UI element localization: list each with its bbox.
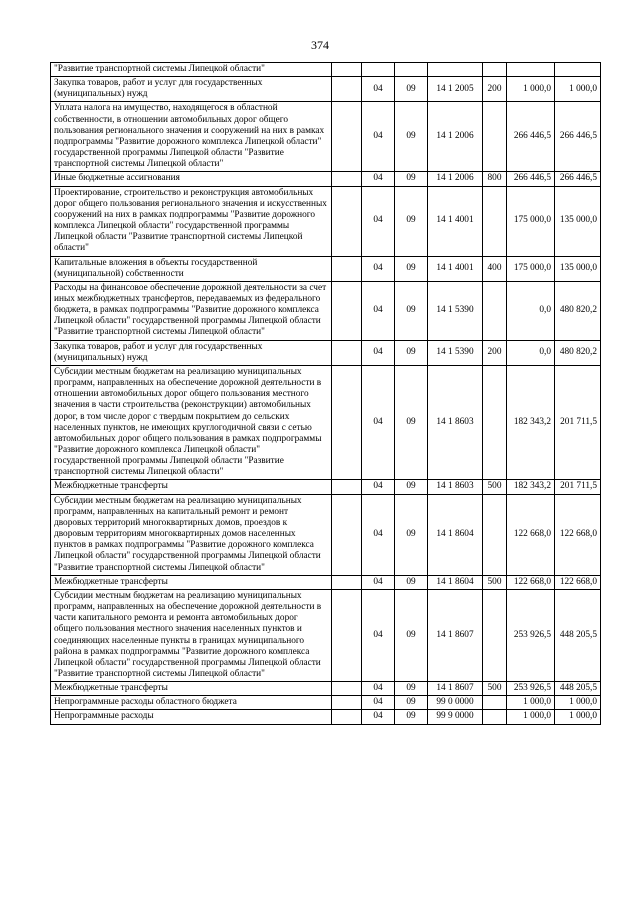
row-target-article: 14 1 5390 xyxy=(428,340,483,365)
row-expense-type xyxy=(483,589,507,681)
row-section: 04 xyxy=(362,172,395,186)
row-subsection: 09 xyxy=(395,256,428,281)
row-name: Межбюджетные трансферты xyxy=(51,575,332,589)
row-section xyxy=(362,63,395,77)
row-blank xyxy=(332,281,362,340)
row-section: 04 xyxy=(362,186,395,256)
table-row xyxy=(51,696,601,710)
table-row xyxy=(51,710,601,724)
row-name: "Развитие транспортной системы Липецкой области" xyxy=(51,63,332,77)
row-amount-1: 1 000,0 xyxy=(507,77,555,102)
row-expense-type: 500 xyxy=(483,682,507,696)
row-name: Закупка товаров, работ и услуг для государственных (муниципальных) нужд xyxy=(51,340,332,365)
row-name: Субсидии местным бюджетам на реализацию муниципальных программ, направленных на обеспечение дорожной деятельности в части капитального ремонта и ремонта автомобильных дорог общего пользования местного значения населенных пунктов и соединяющих населенные пункты в границах муниципального района в рамках подпрограммы "Развитие дорожного комплекса Липецкой области" государственной программы Липецкой области "Развитие транспортной системы Липецкой области" xyxy=(51,589,332,681)
row-target-article: 14 1 8604 xyxy=(428,575,483,589)
row-amount-2: 480 820,2 xyxy=(555,281,601,340)
table-row xyxy=(51,589,601,681)
row-name: Субсидии местным бюджетам на реализацию муниципальных программ, направленных на обеспечение дорожной деятельности в отношении автомобильных дорог общего пользования местного значения в части строительства (реконструкции) автомобильных дорог, в том числе дорог с твердым покрытием до сельских населенных пунктов, не имеющих круглогодичной связи с сетью автомобильных дорог общего пользования в рамках подпрограммы "Развитие дорожного комплекса Липецкой области" государственной программы Липецкой области "Развитие транспортной системы Липецкой области" xyxy=(51,365,332,480)
row-expense-type: 500 xyxy=(483,480,507,494)
row-target-article: 14 1 2005 xyxy=(428,77,483,102)
row-expense-type xyxy=(483,696,507,710)
row-blank xyxy=(332,256,362,281)
row-expense-type xyxy=(483,710,507,724)
row-amount-1 xyxy=(507,63,555,77)
row-subsection: 09 xyxy=(395,186,428,256)
table-row xyxy=(51,480,601,494)
row-subsection: 09 xyxy=(395,77,428,102)
row-blank xyxy=(332,77,362,102)
row-target-article: 14 1 4001 xyxy=(428,256,483,281)
row-target-article xyxy=(428,63,483,77)
row-subsection: 09 xyxy=(395,710,428,724)
row-section: 04 xyxy=(362,77,395,102)
page-number: 374 xyxy=(311,38,329,52)
row-subsection: 09 xyxy=(395,365,428,480)
row-name: Межбюджетные трансферты xyxy=(51,682,332,696)
row-amount-1: 1 000,0 xyxy=(507,696,555,710)
row-section: 04 xyxy=(362,281,395,340)
row-blank xyxy=(332,710,362,724)
row-name: Межбюджетные трансферты xyxy=(51,480,332,494)
row-target-article: 14 1 4001 xyxy=(428,186,483,256)
row-amount-1: 122 668,0 xyxy=(507,494,555,575)
row-section: 04 xyxy=(362,365,395,480)
table-row xyxy=(51,63,601,77)
row-amount-1: 182 343,2 xyxy=(507,365,555,480)
row-name: Проектирование, строительство и реконструкция автомобильных дорог общего пользования регионального значения и искусственных сооружений на них в рамках подпрограммы "Развитие дорожного комплекса Липецкой области" государственной программы Липецкой области "Развитие транспортной системы Липецкой области" xyxy=(51,186,332,256)
row-subsection xyxy=(395,63,428,77)
row-blank xyxy=(332,480,362,494)
row-amount-2: 122 668,0 xyxy=(555,494,601,575)
row-name: Непрограммные расходы областного бюджета xyxy=(51,696,332,710)
row-subsection: 09 xyxy=(395,682,428,696)
budget-table xyxy=(50,62,601,725)
table-row xyxy=(51,256,601,281)
row-expense-type xyxy=(483,102,507,172)
table-row xyxy=(51,186,601,256)
budget-table-body xyxy=(51,63,601,725)
row-section: 04 xyxy=(362,575,395,589)
row-amount-2: 135 000,0 xyxy=(555,186,601,256)
row-blank xyxy=(332,682,362,696)
row-expense-type: 800 xyxy=(483,172,507,186)
row-blank xyxy=(332,340,362,365)
row-target-article: 99 0 0000 xyxy=(428,696,483,710)
row-amount-1: 182 343,2 xyxy=(507,480,555,494)
row-name: Капитальные вложения в объекты государственной (муниципальной) собственности xyxy=(51,256,332,281)
row-blank xyxy=(332,102,362,172)
row-expense-type: 200 xyxy=(483,340,507,365)
row-target-article: 99 9 0000 xyxy=(428,710,483,724)
row-amount-2: 448 205,5 xyxy=(555,589,601,681)
row-name: Расходы на финансовое обеспечение дорожной деятельности за счет иных межбюджетных трансфертов, передаваемых из федерального бюджета, в рамках подпрограммы "Развитие дорожного комплекса Липецкой области" государственной программы Липецкой области "Развитие транспортной системы Липецкой области" xyxy=(51,281,332,340)
row-amount-2: 266 446,5 xyxy=(555,102,601,172)
row-amount-1: 266 446,5 xyxy=(507,172,555,186)
row-blank xyxy=(332,365,362,480)
row-section: 04 xyxy=(362,589,395,681)
table-row xyxy=(51,281,601,340)
row-amount-2: 1 000,0 xyxy=(555,710,601,724)
row-section: 04 xyxy=(362,696,395,710)
row-subsection: 09 xyxy=(395,494,428,575)
row-name: Непрограммные расходы xyxy=(51,710,332,724)
row-target-article: 14 1 8607 xyxy=(428,589,483,681)
table-row xyxy=(51,77,601,102)
row-expense-type: 200 xyxy=(483,77,507,102)
row-name: Уплата налога на имущество, находящегося в областной собственности, в отношении автомобильных дорог общего пользования регионального значения и сооружений на них в рамках подпрограммы "Развитие дорожного комплекса Липецкой области" государственной программы Липецкой области "Развитие транспортной системы Липецкой области" xyxy=(51,102,332,172)
row-target-article: 14 1 2006 xyxy=(428,172,483,186)
row-section: 04 xyxy=(362,494,395,575)
row-amount-2: 266 446,5 xyxy=(555,172,601,186)
row-subsection: 09 xyxy=(395,696,428,710)
row-subsection: 09 xyxy=(395,480,428,494)
row-subsection: 09 xyxy=(395,589,428,681)
row-expense-type xyxy=(483,63,507,77)
row-amount-1: 0,0 xyxy=(507,281,555,340)
row-subsection: 09 xyxy=(395,281,428,340)
row-target-article: 14 1 8604 xyxy=(428,494,483,575)
row-subsection: 09 xyxy=(395,172,428,186)
table-row xyxy=(51,340,601,365)
row-amount-1: 175 000,0 xyxy=(507,256,555,281)
row-name: Иные бюджетные ассигнования xyxy=(51,172,332,186)
table-row xyxy=(51,575,601,589)
row-blank xyxy=(332,172,362,186)
row-amount-2: 1 000,0 xyxy=(555,696,601,710)
row-section: 04 xyxy=(362,340,395,365)
row-expense-type xyxy=(483,281,507,340)
row-expense-type xyxy=(483,494,507,575)
table-row xyxy=(51,102,601,172)
row-section: 04 xyxy=(362,710,395,724)
row-amount-1: 253 926,5 xyxy=(507,682,555,696)
row-name: Закупка товаров, работ и услуг для государственных (муниципальных) нужд xyxy=(51,77,332,102)
table-row xyxy=(51,365,601,480)
row-blank xyxy=(332,696,362,710)
row-target-article: 14 1 8603 xyxy=(428,365,483,480)
row-amount-1: 1 000,0 xyxy=(507,710,555,724)
row-blank xyxy=(332,494,362,575)
table-row xyxy=(51,172,601,186)
row-target-article: 14 1 5390 xyxy=(428,281,483,340)
row-blank xyxy=(332,186,362,256)
row-expense-type xyxy=(483,365,507,480)
row-name: Субсидии местным бюджетам на реализацию муниципальных программ, направленных на капитальный ремонт и ремонт дворовых территорий многоквартирных домов, проездов к дворовым территориям многоквартирных домов населенных пунктов в рамках подпрограммы "Развитие дорожного комплекса Липецкой области" государственной программы Липецкой области "Развитие транспортной системы Липецкой области" xyxy=(51,494,332,575)
row-expense-type xyxy=(483,186,507,256)
row-target-article: 14 1 8603 xyxy=(428,480,483,494)
row-blank xyxy=(332,63,362,77)
row-amount-2: 201 711,5 xyxy=(555,480,601,494)
row-blank xyxy=(332,575,362,589)
row-amount-1: 175 000,0 xyxy=(507,186,555,256)
row-target-article: 14 1 8607 xyxy=(428,682,483,696)
row-amount-2: 448 205,5 xyxy=(555,682,601,696)
row-amount-1: 122 668,0 xyxy=(507,575,555,589)
row-subsection: 09 xyxy=(395,340,428,365)
row-amount-2: 1 000,0 xyxy=(555,77,601,102)
row-expense-type: 400 xyxy=(483,256,507,281)
row-amount-2: 480 820,2 xyxy=(555,340,601,365)
row-subsection: 09 xyxy=(395,575,428,589)
row-section: 04 xyxy=(362,682,395,696)
row-amount-2: 122 668,0 xyxy=(555,575,601,589)
row-section: 04 xyxy=(362,480,395,494)
table-row xyxy=(51,494,601,575)
row-section: 04 xyxy=(362,256,395,281)
row-amount-1: 0,0 xyxy=(507,340,555,365)
row-subsection: 09 xyxy=(395,102,428,172)
row-amount-1: 266 446,5 xyxy=(507,102,555,172)
row-section: 04 xyxy=(362,102,395,172)
row-target-article: 14 1 2006 xyxy=(428,102,483,172)
table-row xyxy=(51,682,601,696)
row-amount-1: 253 926,5 xyxy=(507,589,555,681)
row-expense-type: 500 xyxy=(483,575,507,589)
row-amount-2: 201 711,5 xyxy=(555,365,601,480)
row-amount-2 xyxy=(555,63,601,77)
row-amount-2: 135 000,0 xyxy=(555,256,601,281)
row-blank xyxy=(332,589,362,681)
